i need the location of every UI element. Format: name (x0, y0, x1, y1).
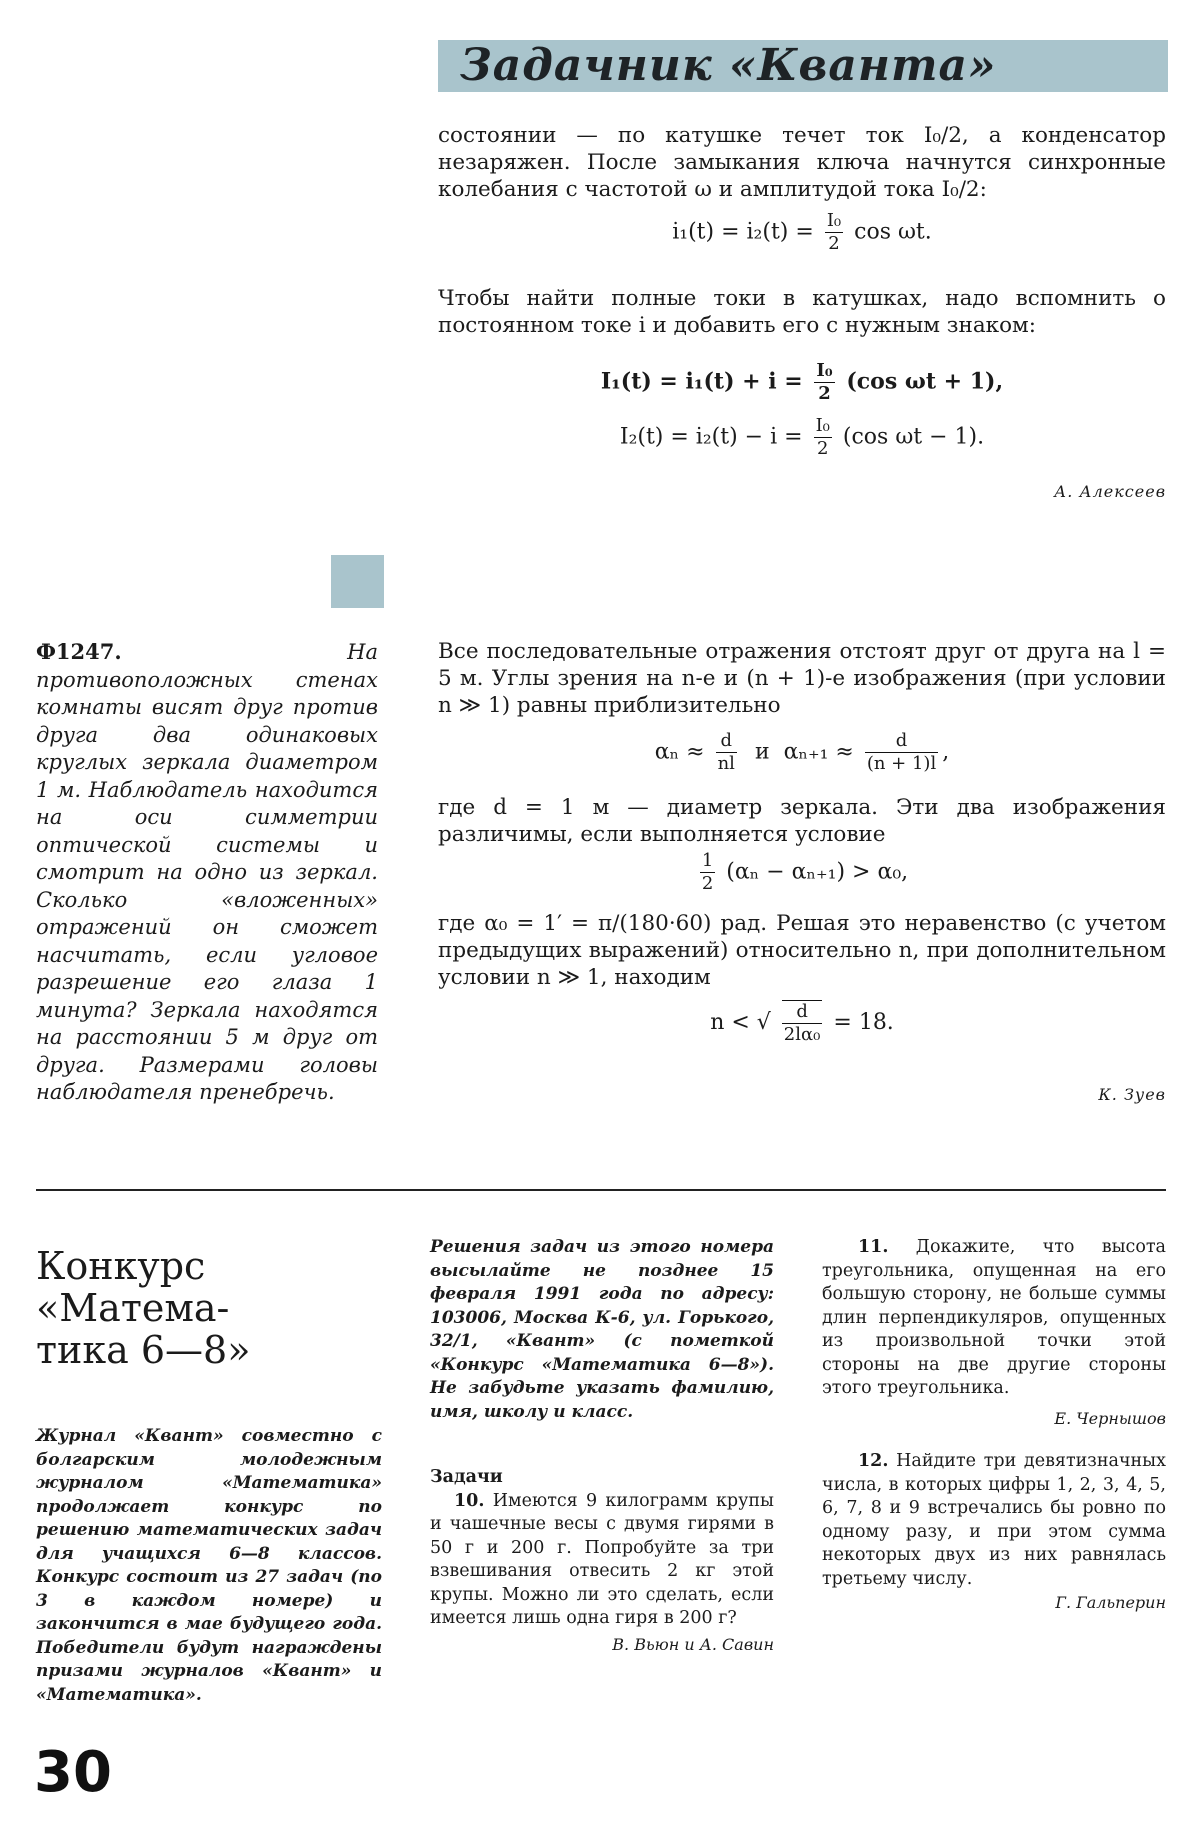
task-12-author: Г. Гальперин (1055, 1593, 1166, 1612)
formula-I1: I₁(t) = i₁(t) + i = $\frac{\text{I₀}}{2}$ (cos ωt + 1), (600, 360, 1004, 404)
formula-I2: I₂(t) = i₂(t) − i = $\frac{\text{I₀}}{2}$ (cos ωt − 1). (619, 415, 985, 459)
task-10: 10. Имеются 9 килограмм крупы и чашечные весы с двумя гирями в 50 г и 200 г. Попробуйте за три взвешивания отвесить 2 кг этой крупы. Можно ли это сделать, если имеется лишь одна гиря в 200 г? (430, 1490, 774, 1628)
solution-f1247-para1-wrap (438, 638, 1166, 719)
top-solution-para1: состоянии — по катушке течет ток I₀/2, а конденсатор незаряжен. После замыкания ключа начнутся синхронные колебания с частотой ω и амплитудой тока I₀/2: (438, 123, 1166, 202)
section-divider (36, 1189, 1166, 1191)
formula-i1-i2: i₁(t) = i₂(t) = $\frac{\text{I₀}}{2}$ cos ωt. (672, 210, 932, 254)
task-11-author: Е. Чернышов (1054, 1408, 1166, 1428)
top-solution-para2-wrap (438, 285, 1166, 339)
solution-f1247-para3: где α₀ = 1′ = π/(180·60) рад. Решая это неравенство (с учетом предыдущих выражений) относительно n, при дополнительном условии n ≫ 1, находим (438, 911, 1166, 990)
problem-text: На противоположных стенах комнаты висят друг против друга два одинаковых круглых зеркала диаметром 1 м. Наблюдатель находится на оси симметрии оптической системы и смотрит на одно из зеркал. Сколько «вложенных» отражений он сможет насчитать, если угловое разрешение его глаза 1 минута? Зеркала находятся на расстоянии 5 м друг от друга. Размерами головы наблюдателя пренебречь. (36, 640, 378, 1104)
problem-label: Ф1247. (36, 639, 122, 664)
task-11: 11. Докажите, что высота треугольника, опущенная на его большую сторону, не больше суммы длин перпендикуляров, опущенных из произвольной точки этой стороны на две другие стороны этого треугольника. (822, 1237, 1166, 1398)
contest-submission: Решения задач из этого номера высылайте не позднее 15 февраля 1991 года по адресу: 103006, Москва К-6, ул. Горького, 32/1, «Квант» (с пометкой «Конкурс «Математика 6—8»). Не забудьте указать фамилию, имя, школу и класс. (430, 1237, 774, 1422)
solution-f1247-para2: где d = 1 м — диаметр зеркала. Эти два изображения различимы, если выполняется условие (438, 795, 1166, 847)
contest-title: Конкурс «Матема- тика 6—8» (36, 1244, 251, 1372)
contest-tasks-right (822, 1236, 1166, 1615)
contest-tasks (430, 1466, 774, 1656)
top-solution (438, 122, 1166, 203)
task-10-author: В. Вьюн и А. Савин (612, 1634, 774, 1654)
task-12: 12. Найдите три девятизначных числа, в которых цифры 1, 2, 3, 4, 5, 6, 7, 8 и 9 встречались бы ровно по одному разу, и при этом сумма некоторых двух из них равнялась третьему числу. (822, 1451, 1166, 1589)
solution-f1247-para3-wrap (438, 910, 1166, 991)
solution-f1247-para1: Все последовательные отражения отстоят друг от друга на l = 5 м. Углы зрения на n-е и (n + 1)-е изображения (при условии n ≫ 1) равны приблизительно (438, 639, 1166, 718)
decorative-square (331, 555, 384, 608)
tasks-heading: Задачи (430, 1467, 503, 1487)
formula-condition: $\frac{1}{2}$ (αₙ − αₙ₊₁) > α₀, (701, 850, 909, 894)
formula-result: n < √ $\frac{d}{\text{2lα₀}}$ = 18. (710, 1001, 894, 1045)
contest-intro: Журнал «Квант» совместно с болгарским молодежным журналом «Математика» продолжает конкурс по решению математических задач для учащихся 6—8 классов. Конкурс состоит из 27 задач (по 3 в каждом номере) и закончится в мае будущего года. Победители будут награждены призами журналов «Квант» и «Математика». (36, 1426, 382, 1705)
top-solution-para2: Чтобы найти полные токи в катушках, надо вспомнить о постоянном токе i и добавить его с нужным знаком: (438, 286, 1166, 338)
top-solution-author: А. Алексеев (1054, 482, 1166, 501)
problem-f1247 (36, 638, 378, 1107)
page-number: 30 (34, 1740, 112, 1805)
formula-alpha: αₙ ≈ $\frac{d}{nl}$ и αₙ₊₁ ≈ $\frac{d}{(n + 1)l}$ , (654, 730, 950, 774)
solution-f1247-author: К. Зуев (1098, 1085, 1166, 1104)
section-title: Задачник «Кванта» (460, 40, 997, 91)
solution-f1247-para2-wrap (438, 794, 1166, 848)
